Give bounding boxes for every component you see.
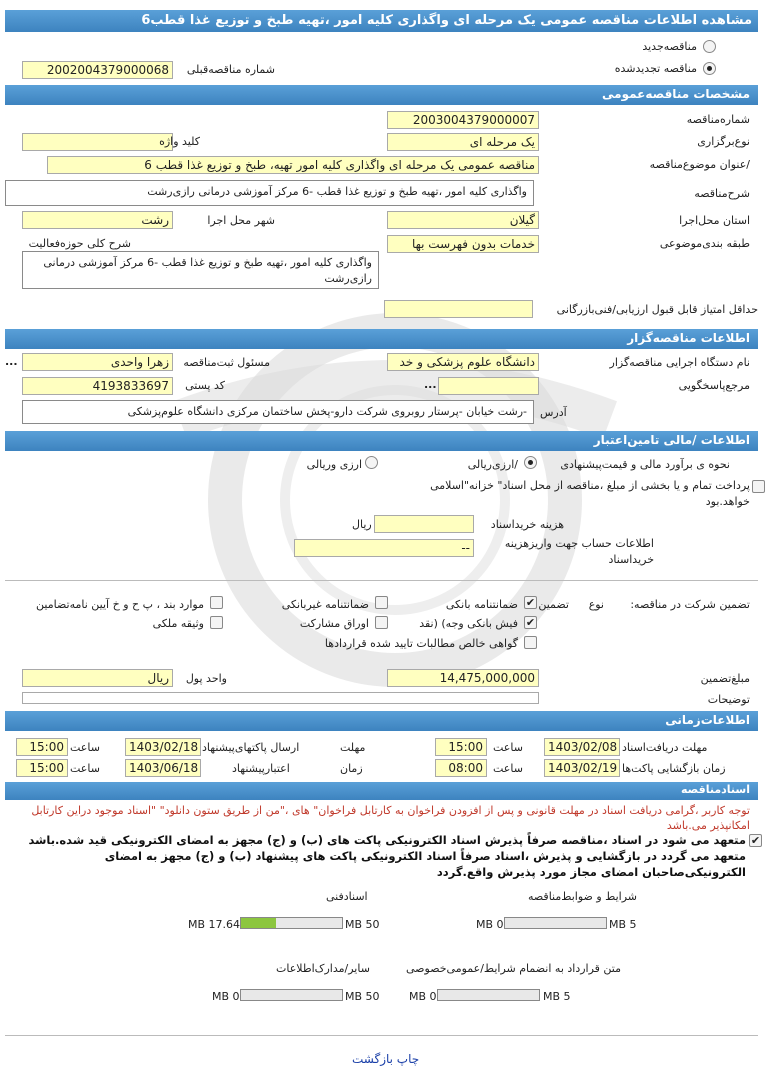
min-score-field[interactable] [384,300,533,318]
commit-checkbox[interactable]: ✔ [750,834,761,847]
doc-contract-progress [437,989,540,1001]
doc-other-label: سایر/مدارک‌اطلاعات [276,962,370,975]
bylaw-checkbox[interactable] [210,596,223,609]
responsible-field[interactable]: زهرا واحدی [22,353,173,371]
doc-tech-label: اسنادفنی [326,890,368,903]
category-field[interactable]: خدمات بدون فهرست بها [387,235,539,253]
guarantee-amount-field[interactable]: 14,475,000,000 [387,669,539,687]
description-label: شرح‌مناقصه [694,187,750,200]
rial-label: /ارزی‌ریالی [467,458,518,471]
keyword-field[interactable] [22,133,173,151]
tender-type-label: نوع‌برگزاری [697,135,750,148]
estimate-label: نحوه ی برآورد مالی و قیمت‌پیشنهادی [560,458,730,471]
open-time-field[interactable]: 08:00 [435,759,487,777]
documents-notice: توجه کاربر ،گرامی دریافت اسناد در مهلت قانونی و پس از افزودن فراخوان به کارتابل فراخوان" های ،"من از طریق ستون دانلود" "اسناد موجود دراین کارتابل امکانپذیر می.باشد [31,804,750,832]
guarantee-label: تضمین شرکت در مناقصه: [630,598,750,611]
doc-contract-label: متن قرارداد به انضمام شرایط/عمومی‌خصوصی [406,962,622,975]
subject-field[interactable]: مناقصه عمومی یک مرحله ای واگذاری کلیه امور تهیه، طبخ و توزیع غذا قطب 6 [47,156,539,174]
doc-other-max: 50 MB [345,990,380,1003]
property-checkbox[interactable] [210,616,223,629]
doc-tech-progress [240,917,343,929]
renewed-tender-label: مناقصه تجدیدشده [614,62,697,75]
validity-date-field[interactable]: 1403/06/18 [125,759,201,777]
province-label: استان محل‌اجرا [679,214,750,227]
address-label-right: آدرس [540,406,567,419]
tender-type-field[interactable]: یک مرحله ای [387,133,539,151]
city-label: شهر محل اجرا [207,214,275,227]
send-label-a: مهلت [340,741,366,754]
property-label: وثیقه ملکی [152,617,204,630]
doc-tech-max: 50 MB [345,918,380,931]
reference-label: مرجع‌پاسخگویی [678,379,750,392]
open-label: زمان بازگشایی پاکت‌ها [622,762,726,775]
new-tender-label: مناقصه‌جدید [642,40,697,53]
organization-label: نام دستگاه اجرایی مناقصه‌گزار [609,356,750,369]
currency-radio[interactable] [365,456,378,469]
account-label: اطلاعات حساب جهت واریزهزینه خریداسناد [504,537,654,566]
subject-label: /عنوان موضوع‌مناقصه [649,158,750,171]
city-field[interactable]: رشت [22,211,173,229]
guarantee-type-value: تضمین [538,598,569,611]
general-header: مشخصات مناقصه‌عمومی [5,85,758,105]
send-time-label: ساعت [70,741,100,754]
currency-unit-field[interactable]: ریال [22,669,173,687]
new-tender-radio[interactable] [703,40,716,53]
validity-label-b: اعتبارپیشنهاد [232,762,290,775]
receive-date-field[interactable]: 1403/02/08 [544,738,620,756]
prev-number-label: شماره مناقصه‌قبلی [186,63,275,76]
address-box: -رشت خیابان -پرستار روبروی شرکت دارو-پخش ساختمان مرکزی دانشگاه علوم‌پزشکی [22,400,534,424]
guarantee-amount-label: مبلغ‌تضمین [700,672,750,685]
receive-time-label: ساعت [493,741,523,754]
postal-code-field[interactable]: 4193833697 [22,377,173,395]
timing-header: اطلاعات‌زمانی [5,711,758,731]
account-field[interactable]: -- [294,539,474,557]
currency-unit-label: واحد پول [185,672,227,685]
doc-fee-unit: ریال [352,518,372,531]
footer-divider [5,1035,758,1036]
responsible-label: مسئول ثبت‌مناقصه [183,356,270,369]
doc-other-min: 0 MB [212,990,240,1003]
validity-time-label: ساعت [70,762,100,775]
certificate-label: گواهی خالص مطالبات تایید شده قراردادها [324,637,518,650]
open-time-label: ساعت [493,762,523,775]
send-date-field[interactable]: 1403/02/18 [125,738,201,756]
print-back-link[interactable]: چاپ بازگشت [352,1052,420,1066]
nonbank-guarantee-label: ضمانتنامه غیربانکی [281,598,369,611]
keyword-label: کلید واژه [159,135,200,148]
tender-number-label: شماره‌مناقصه [686,113,750,126]
bank-check-label: فیش بانکی وجه) (نقد [419,617,518,630]
bonds-label: اوراق مشارکت [299,617,369,630]
treasury-label: پرداخت تمام و یا بخشی از مبلغ ،مناقصه از محل اسناد" خزانه"اسلامی خواهد.بود [430,479,750,508]
organization-more[interactable]: ... [5,355,18,368]
doc-terms-min: 0 MB [476,918,504,931]
doc-fee-label: هزینه خریداسناد [490,518,564,531]
currency-label: ارزی وریالی [306,458,362,471]
doc-fee-field[interactable] [374,515,474,533]
doc-tech-min: 17.64 MB [188,918,241,931]
documents-header: اسنادمناقصه [5,782,758,800]
validity-time-field[interactable]: 15:00 [16,759,68,777]
open-date-field[interactable]: 1403/02/19 [544,759,620,777]
activity-label: شرح کلی حوزه‌فعالیت [28,237,131,250]
reference-field[interactable] [438,377,539,395]
min-score-label: حداقل امتیاز قابل قبول ارزیابی/فنی‌بازرگانی [556,303,758,316]
financial-header: اطلاعات /مالی تامین‌اعتبار [5,431,758,451]
validity-label-a: زمان [340,762,363,775]
send-time-field[interactable]: 15:00 [16,738,68,756]
commit-text: متعهد می شود در اسناد ،مناقصه صرفاً پذیرش اسناد الکترونیکی پاکت های (ب) و (ج) مجهز به امضای الکترونیکی قید شده.باشد متعهد می گردد در بازگشایی و پذیرش ،اسناد صرفاً اسناد الکترونیکی پاکت های پیشنهاد (ب) و (ج) مجهز به امضای الکترونیکی‌صاحبان امضای مجاز مورد پذیرش واقع.گردد [28,833,746,879]
doc-other-progress [240,989,343,1001]
receive-label: مهلت دریافت‌اسناد [622,741,708,754]
prev-number-field[interactable]: 2002004379000068 [22,61,173,79]
doc-terms-label: شرایط و ضوابط‌مناقصه [528,890,637,903]
send-label-b: ارسال پاکتهای‌پیشنهاد [202,741,300,754]
province-field[interactable]: گیلان [387,211,539,229]
divider [5,580,758,581]
bank-check-checkbox[interactable]: ✔ [525,616,536,629]
doc-contract-min: 0 MB [409,990,437,1003]
doc-contract-max: 5 MB [543,990,571,1003]
reference-more[interactable]: ... [424,378,437,391]
notes-label: توضیحات [707,693,750,706]
certificate-checkbox[interactable] [524,636,537,649]
bylaw-label: موارد بند ، پ ح و خ آیین نامه‌تضامین [36,598,204,611]
tender-number-field[interactable]: 2003004379000007 [387,111,539,129]
category-label: طبقه بندی‌موضوعی [659,237,750,250]
postal-code-label: کد پستی [185,379,225,392]
nonbank-guarantee-checkbox[interactable] [375,596,388,609]
rial-radio[interactable] [524,456,537,469]
notes-field[interactable] [22,692,539,704]
doc-terms-max: 5 MB [609,918,637,931]
description-box: واگذاری کلیه امور ،تهیه طبخ و توزیع غذا قطب -6 مرکز آموزشی درمانی رازی‌رشت [5,180,534,206]
organization-field[interactable]: دانشگاه علوم پزشکی و خد [387,353,539,371]
guarantee-type-label: نوع [588,598,604,611]
bonds-checkbox[interactable] [375,616,388,629]
activity-box: واگذاری کلیه امور ،تهیه طبخ و توزیع غذا قطب -6 مرکز آموزشی درمانی رازی‌رشت [22,251,379,289]
organizer-header: اطلاعات مناقصه‌گزار [5,329,758,349]
doc-terms-progress [504,917,607,929]
bank-guarantee-label: ضمانتنامه بانکی [445,598,518,611]
receive-time-field[interactable]: 15:00 [435,738,487,756]
renewed-tender-radio[interactable] [703,62,716,75]
page-title: مشاهده اطلاعات مناقصه عمومی یک مرحله ای واگذاری کلیه امور ،تهیه طبخ و توزیع غذا قطب6 [5,10,758,32]
bank-guarantee-checkbox[interactable]: ✔ [525,596,536,609]
